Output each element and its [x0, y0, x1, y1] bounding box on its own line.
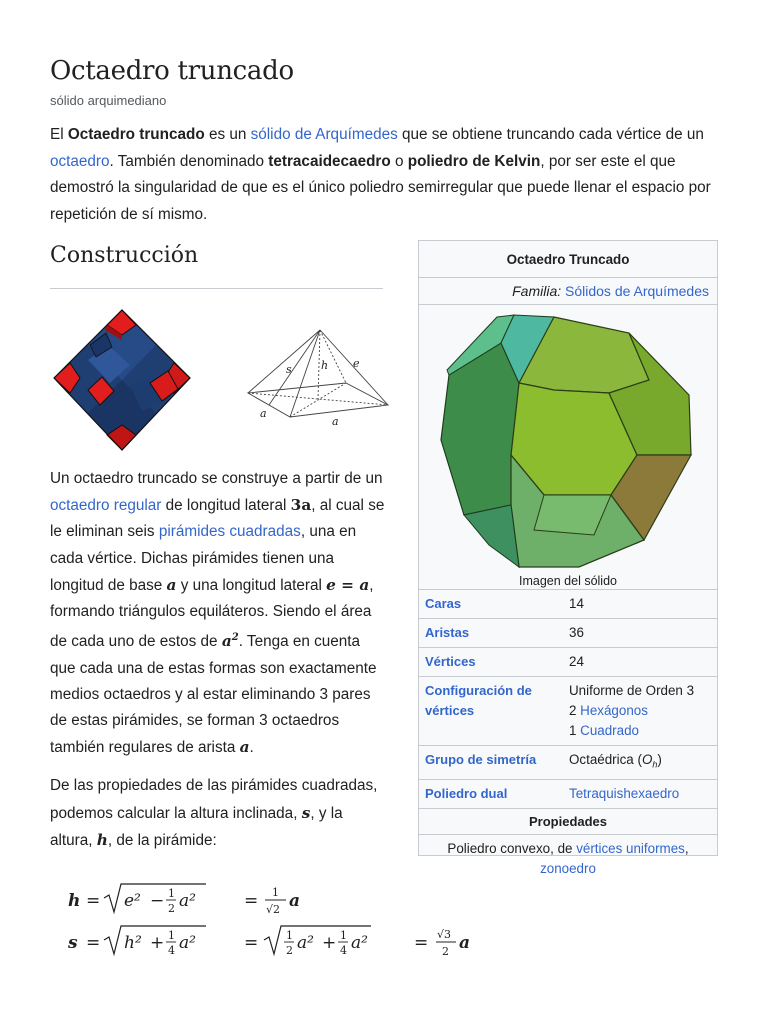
body-text: , y la altura,	[50, 804, 343, 849]
symmetry-subscript: h	[652, 759, 658, 770]
formula-frac-num: 1	[340, 929, 347, 942]
construction-paragraph-1	[50, 466, 385, 761]
infobox-value-dual	[565, 780, 717, 808]
infobox-value-simetria	[565, 746, 717, 779]
math-a-squared	[222, 632, 239, 650]
symmetry-symbol: O	[641, 752, 653, 767]
infobox-value-caras: 14	[569, 596, 584, 611]
infobox-row-aristas	[419, 619, 717, 648]
infobox-label-dual: Poliedro dual	[425, 785, 508, 801]
body-text: De las propiedades de las pirámides cuadradas, podemos calcular la altura inclinada,	[50, 777, 378, 822]
infobox-image[interactable]	[419, 305, 717, 573]
infobox-properties-heading: Propiedades	[419, 809, 717, 835]
formula-frac-num: 1	[168, 929, 175, 942]
config-line-1: Uniforme de Orden 3	[569, 683, 695, 698]
formula-a: a	[459, 933, 471, 953]
math-exponent: 2	[231, 632, 239, 644]
infobox-value-aristas: 36	[569, 625, 584, 640]
infobox-label-vertices: Vértices	[425, 654, 476, 669]
link-solido-arquimedes[interactable]: sólido de Arquímedes	[250, 126, 398, 143]
formula-frac-den: 4	[340, 944, 347, 957]
properties-text: Poliedro convexo, de	[447, 840, 577, 856]
formula-frac-num-sqrt3: √3	[437, 928, 452, 941]
formula-a-squared: a²	[297, 933, 314, 953]
formula-h-lhs: h	[68, 891, 81, 911]
config-count: 2	[569, 703, 581, 718]
math-a: a	[239, 738, 250, 757]
formula-minus: −	[150, 891, 165, 911]
formula-equals: =	[414, 933, 429, 953]
intro-text: . También denominado	[109, 152, 269, 170]
section-heading-construccion: Construcción	[50, 243, 199, 268]
formula-a-squared: a²	[179, 933, 196, 953]
link-zonoedro[interactable]: zonoedro	[540, 860, 596, 876]
pyramid-label-s: s	[286, 363, 292, 376]
body-text: .	[249, 739, 254, 757]
intro-text: es un	[204, 126, 251, 143]
math-e-equals-a: e = a	[326, 575, 370, 594]
intro-text: o	[390, 152, 408, 170]
infobox-row-dual	[419, 780, 717, 809]
formula-frac-num: 1	[272, 886, 279, 899]
body-text: de longitud lateral	[161, 497, 291, 515]
truncated-octahedron-3d-image	[419, 305, 717, 573]
body-text: , de la pirámide:	[107, 831, 217, 849]
pyramid-label-h: h	[321, 359, 329, 372]
symmetry-text: Octaédrica (	[569, 752, 642, 767]
math-a: a	[221, 632, 232, 651]
formula-equals: =	[86, 891, 101, 911]
intro-text: El	[50, 126, 68, 143]
link-solidos-arquimedes[interactable]: Sólidos de Arquímedes	[565, 283, 709, 299]
body-text: , una en cada vértice. Dichas pirámides tienen una longitud de base	[50, 523, 357, 594]
formula-plus: +	[322, 933, 337, 953]
infobox-family	[419, 278, 717, 305]
intro-bold-term: poliedro de Kelvin	[407, 152, 541, 170]
intro-bold-term: Octaedro truncado	[67, 126, 205, 143]
infobox-image-caption: Imagen del sólido	[419, 573, 717, 590]
link-tetraquishexaedro[interactable]: Tetraquishexaedro	[569, 785, 680, 801]
square-pyramid-diagram[interactable]	[238, 325, 398, 435]
infobox-label-caras: Caras	[425, 596, 462, 611]
formula-frac-den: 2	[286, 944, 293, 957]
link-octaedro-regular[interactable]: octaedro regular	[50, 497, 162, 515]
symmetry-close: )	[657, 752, 662, 767]
link-vertices-uniformes[interactable]: vértices uniformes	[576, 840, 685, 856]
formula-a: a	[289, 891, 301, 911]
infobox-row-configuracion	[419, 677, 717, 746]
math-3a: 3a	[290, 496, 312, 515]
infobox-label-aristas: Aristas	[425, 625, 470, 640]
formula-equals: =	[244, 933, 259, 953]
infobox-value-vertices: 24	[569, 654, 584, 669]
intro-text: que se obtiene truncando cada vértice de un	[397, 126, 704, 143]
link-piramides-cuadradas[interactable]: pirámides cuadradas	[158, 523, 301, 541]
formula-frac-den: 4	[168, 944, 175, 957]
intro-paragraph	[50, 122, 730, 228]
link-hexagonos[interactable]: Hexágonos	[580, 703, 648, 718]
formula-frac-num: 1	[286, 929, 293, 942]
body-text: , formando triángulos equiláteros. Siendo el área de cada uno de estos de	[50, 576, 374, 651]
page-title: Octaedro truncado	[50, 56, 294, 86]
body-text: Un octaedro truncado se construye a partir de un	[50, 470, 383, 487]
formula-frac-den-sqrt2: √2	[266, 903, 281, 916]
infobox-properties	[419, 835, 717, 883]
formula-e-squared: e²	[124, 891, 141, 911]
construction-paragraph-2	[50, 773, 385, 854]
config-line-2	[569, 701, 713, 721]
infobox-title: Octaedro Truncado	[419, 241, 717, 278]
construction-text	[50, 466, 385, 866]
formula-equals: =	[244, 891, 259, 911]
formula-equals: =	[86, 933, 101, 953]
page-subtitle: sólido arquimediano	[50, 93, 167, 108]
formula-a-squared: a²	[351, 933, 368, 953]
math-s: s	[301, 803, 311, 822]
pyramid-label-a-bottom: a	[332, 415, 339, 428]
pyramid-label-e: e	[353, 357, 360, 370]
formula-plus: +	[150, 933, 165, 953]
intro-bold-term: tetracaidecaedro	[268, 152, 391, 170]
infobox	[418, 240, 718, 876]
properties-text: ,	[684, 840, 689, 856]
pyramid-formulas	[66, 880, 566, 970]
link-cuadrado[interactable]: Cuadrado	[580, 723, 639, 738]
formula-a-squared: a²	[179, 891, 196, 911]
math-h: h	[96, 830, 108, 849]
body-text: , al cual se le eliminan seis	[50, 497, 385, 541]
infobox-label-simetria: Grupo de simetría	[425, 752, 537, 767]
formula-s-lhs: s	[68, 933, 78, 953]
formula-frac-den: 2	[442, 945, 449, 958]
config-line-3	[569, 721, 713, 741]
formula-frac-den: 2	[168, 902, 175, 915]
section-divider	[50, 288, 383, 289]
truncated-octahedron-construction-image[interactable]	[50, 305, 195, 455]
infobox-family-label: Familia:	[512, 283, 562, 299]
intro-text: , por ser este el que demostró la singularidad de que es el único poliedro semirregular que puede llenar el espacio por repetición de sí mismo.	[50, 152, 711, 223]
infobox-row-vertices	[419, 648, 717, 677]
config-count: 1	[569, 723, 581, 738]
infobox-row-caras	[419, 590, 717, 619]
infobox-value-configuracion	[565, 677, 717, 745]
body-text: . Tenga en cuenta que cada una de estas formas son exactamente medios octaedros y al estar eliminando 3 pares de estas pirámides, se forman 3 octaedros también regulares de arista	[50, 633, 377, 757]
body-text: y una longitud lateral	[176, 576, 327, 594]
pyramid-label-a-left: a	[260, 407, 267, 420]
link-octaedro[interactable]: octaedro	[50, 152, 110, 170]
math-a: a	[166, 575, 177, 594]
formula-h-squared: h²	[124, 933, 142, 953]
formula-frac-num: 1	[168, 887, 175, 900]
infobox-label-configuracion: Configuración de vértices	[425, 683, 532, 718]
infobox-row-simetria	[419, 746, 717, 780]
